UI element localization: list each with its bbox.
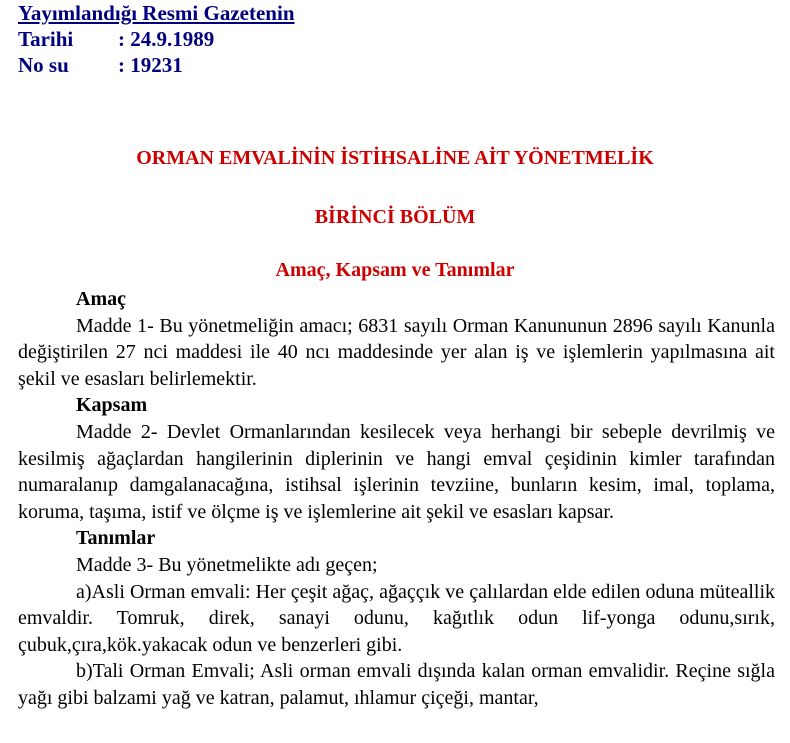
gazette-number-label: No su <box>18 53 69 77</box>
gazette-date-value: : 24.9.1989 <box>118 27 215 51</box>
document-body <box>18 286 775 712</box>
section-title: Amaç, Kapsam ve Tanımlar <box>275 259 515 281</box>
scope-heading: Kapsam <box>76 394 148 417</box>
purpose-paragraph: Madde 1- Bu yönetmeliğin amacı; 6831 sayılı Orman Kanununun 2896 sayılı Kanunla değiştirilen 27 nci maddesi ile 40 ncı maddesinde yer alan iş ve işlemlerin yapılmasına ait şekil ve esasları belirlemektir. <box>18 314 775 390</box>
definition-b-paragraph: b)Tali Orman Emvali; Asli orman emvali dışında kalan orman emvalidir. Reçine sığla yağı gibi balzami yağ ve katran, palamut, ıhlamur çiçeği, mantar, <box>18 660 775 709</box>
section-heading: BİRİNCİ BÖLÜM <box>314 206 476 228</box>
scope-paragraph: Madde 2- Devlet Ormanlarından kesilecek veya herhangi bir sebeple devrilmiş ve kesilmiş ağaçlardan hangilerinin diplerinin ve hangi emval çeşidinin kimler tarafından numaralanıp damgalanacağına, istihsal işlerinin tevziine, bunların kesim, imal, toplama, koruma, taşıma, istif ve ölçme iş ve işlemlerine ait şekil ve esasları kapsar. <box>18 420 775 523</box>
gazette-number-value: : 19231 <box>118 53 183 77</box>
definitions-heading: Tanımlar <box>76 527 156 550</box>
gazette-date-label: Tarihi <box>18 27 74 51</box>
gazette-date-row <box>18 26 295 52</box>
definition-a-paragraph: a)Asli Orman emvali: Her çeşit ağaç, ağaççık ve çalılardan elde edilen oduna müteallik emvaldir. Tomruk, direk, sanayi odunu, kağıtlık odun lif-yonga odunu,sırık, çubuk,çıra,kök.yakacak odun ve benzerleri gibi. <box>18 580 775 656</box>
gazette-published-label: Yayımlandığı Resmi Gazetenin <box>18 1 295 25</box>
gazette-number-row <box>18 52 295 78</box>
gazette-info <box>18 0 295 78</box>
document-title: ORMAN EMVALİNİN İSTİHSALİNE AİT YÖNETMELİK <box>136 147 654 169</box>
definitions-intro: Madde 3- Bu yönetmelikte adı geçen; <box>76 553 378 576</box>
purpose-heading: Amaç <box>76 288 126 310</box>
